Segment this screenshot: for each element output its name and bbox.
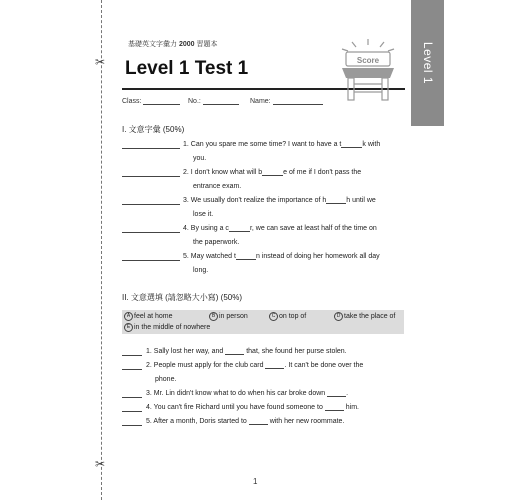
answer-blank[interactable] — [122, 148, 180, 149]
number-blank[interactable] — [203, 96, 239, 105]
page-number: 1 — [253, 477, 258, 486]
name-field[interactable]: Name: — [250, 96, 323, 105]
cut-line — [101, 0, 102, 500]
word-gap[interactable] — [225, 346, 244, 355]
option-b: B in person — [209, 312, 248, 321]
book-title: 基礎英文字彙力 2000 習題本 — [128, 41, 218, 48]
class-blank[interactable] — [143, 96, 180, 105]
answer-blank[interactable] — [122, 260, 180, 261]
word-gap[interactable] — [325, 402, 344, 411]
answer-blank[interactable] — [122, 204, 180, 205]
name-blank[interactable] — [273, 96, 323, 105]
number-field[interactable]: No.: — [188, 96, 239, 105]
option-e: E in the middle of nowhere — [124, 323, 210, 332]
word-gap[interactable] — [327, 388, 346, 397]
option-c: C on top of — [269, 312, 306, 321]
word-gap[interactable] — [229, 223, 250, 232]
option-a: A feel at home — [124, 312, 173, 321]
section-1-heading: I. 文意字彙 (50%) — [122, 125, 185, 134]
scissors-icon: ✂ — [95, 457, 106, 471]
section-2-heading: II. 文意選填 (請忽略大小寫) (50%) — [122, 293, 243, 302]
scissors-icon: ✂ — [95, 55, 106, 69]
answer-blank[interactable] — [122, 397, 142, 398]
class-field[interactable]: Class: — [122, 96, 180, 105]
answer-blank[interactable] — [122, 369, 142, 370]
level-side-tab — [411, 0, 444, 126]
side-tab-label: Level 1 — [420, 41, 435, 85]
word-gap[interactable] — [341, 139, 362, 148]
answer-blank[interactable] — [122, 232, 180, 233]
word-gap[interactable] — [326, 195, 346, 204]
score-frame-icon — [338, 38, 398, 104]
word-gap[interactable] — [265, 360, 284, 369]
answer-blank[interactable] — [122, 355, 142, 356]
word-gap[interactable] — [249, 416, 268, 425]
answer-blank[interactable] — [122, 425, 142, 426]
score-label: Score — [356, 56, 380, 65]
word-gap[interactable] — [262, 167, 283, 176]
word-gap[interactable] — [236, 251, 256, 260]
options-box — [122, 310, 404, 334]
answer-blank[interactable] — [122, 411, 142, 412]
score-box — [338, 38, 398, 104]
option-d: D take the place of — [334, 312, 395, 321]
answer-blank[interactable] — [122, 176, 180, 177]
page-title: Level 1 Test 1 — [125, 58, 249, 79]
